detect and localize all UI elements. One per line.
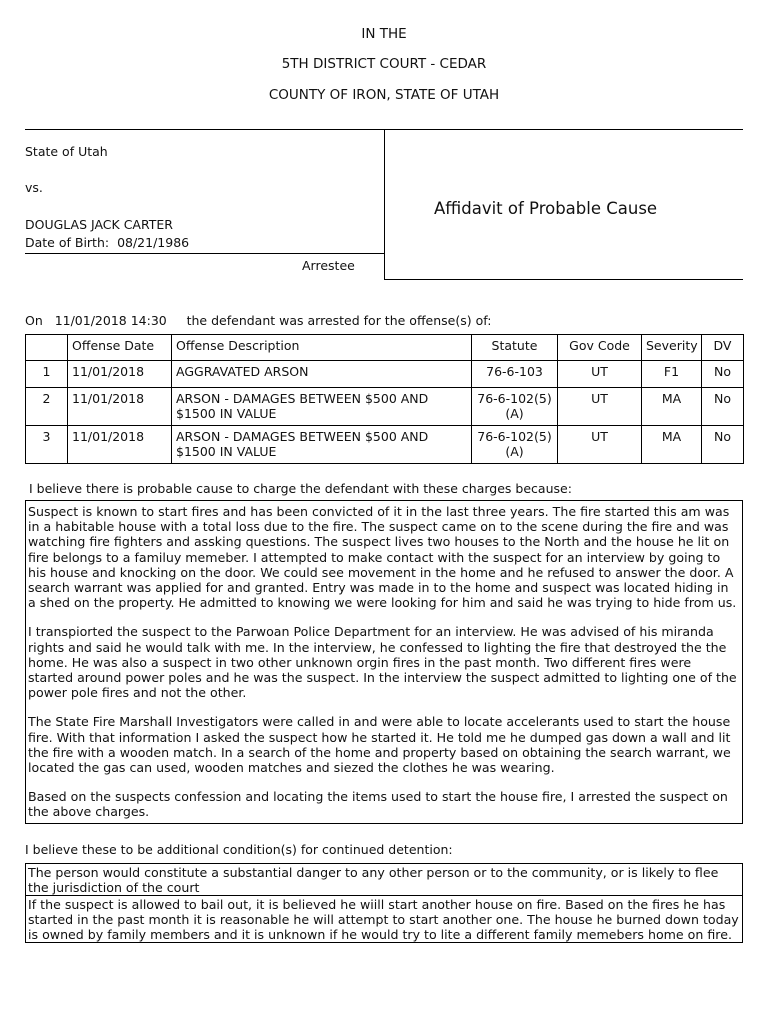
versus: vs.: [25, 180, 43, 195]
narrative-paragraph: Suspect is known to start fires and has been convicted of it in the last three years. The fire started this am was in a habitable house with a total loss due to the fire. The suspect came on to the scene during the fire and was watching fire fighters and assking questions. The suspect lives two houses to the North and the house he lit on fire belongs to a familuy memeber. I attempted to make contact with the suspect for an interview by going to his house and knocking on the door. We could see movement in the home and he refused to answer the door. A search warrant was applied for and granted. Entry was made in to the home and suspect was located hiding in a shed on the property. He admitted to knowing we were looking for him and said he was trying to hide from us.: [28, 504, 737, 611]
court-line-1: IN THE: [361, 26, 407, 42]
defendant-name: DOUGLAS JACK CARTER: [25, 217, 173, 232]
dv: No: [702, 388, 744, 426]
court-line-3: COUNTY OF IRON, STATE OF UTAH: [268, 87, 500, 103]
detention-intro: I believe these to be additional condition(s) for continued detention:: [25, 842, 453, 857]
table-row: [26, 361, 744, 388]
role-label: Arrestee: [302, 258, 355, 273]
table-row: [26, 426, 744, 464]
dob-label: Date of Birth:: [25, 235, 110, 250]
header-index: [26, 335, 68, 361]
header-severity: Severity: [642, 335, 702, 361]
header-gov-code: Gov Code: [558, 335, 642, 361]
caption-divider: [384, 129, 385, 280]
offense-description: ARSON - DAMAGES BETWEEN $500 AND $1500 IN VALUE: [172, 426, 472, 464]
severity: MA: [642, 388, 702, 426]
offense-description: ARSON - DAMAGES BETWEEN $500 AND $1500 IN VALUE: [172, 388, 472, 426]
row-index: 1: [26, 361, 68, 388]
caption-bottom-rule: [384, 279, 743, 280]
gov-code: UT: [558, 388, 642, 426]
header-dv: DV: [702, 335, 744, 361]
row-index: 2: [26, 388, 68, 426]
dv: No: [702, 361, 744, 388]
row-index: 3: [26, 426, 68, 464]
header-statute: Statute: [472, 335, 558, 361]
arrest-datetime: 11/01/2018 14:30: [54, 313, 167, 328]
offense-table-header: [26, 335, 744, 361]
narrative-paragraph: I transpiorted the suspect to the Parwoan Police Department for an interview. He was advised of his miranda rights and said he would talk with me. In the interview, he confessed to lighting the fire that destroyed the the home. He was also a suspect in two other unknown orgin fires in the past month. Two different fires were started around power poles and he was the suspect. In the interview the suspect admitted to lighting one of the power pole fires and not the other.: [28, 624, 737, 701]
detention-conditions: [25, 863, 743, 943]
detention-condition: The person would constitute a substantial danger to any other person or to the community, or is likely to flee the jurisdiction of the court: [28, 865, 719, 895]
court-line-2: 5TH DISTRICT COURT - CEDAR: [281, 56, 487, 72]
narrative-paragraph: Based on the suspects confession and locating the items used to start the house fire, I arrested the suspect on the above charges.: [28, 789, 728, 820]
probable-cause-narrative: [25, 500, 743, 824]
narrative-paragraph: The State Fire Marshall Investigators were called in and were able to locate accelerants used to start the house fire. With that information I asked the suspect how he started it. He told me he dumped gas down a wall and lit the fire with a wooden match. In a search of the home and property based on obtaining the search warrant, we located the gas can used, wooden matches and siezed the clothes he was wearing.: [28, 714, 731, 776]
header-offense-date: Offense Date: [68, 335, 172, 361]
arrest-prefix: On: [25, 313, 43, 328]
statute: 76-6-102(5)(A): [472, 388, 558, 426]
offense-date: 11/01/2018: [68, 388, 172, 426]
gov-code: UT: [558, 361, 642, 388]
date-of-birth: [25, 235, 189, 250]
caption-party-rule: [25, 253, 384, 254]
offense-date: 11/01/2018: [68, 426, 172, 464]
offense-date: 11/01/2018: [68, 361, 172, 388]
statute: 76-6-102(5)(A): [472, 426, 558, 464]
offense-table: [25, 334, 744, 464]
header-offense-description: Offense Description: [172, 335, 472, 361]
plaintiff: State of Utah: [25, 144, 108, 159]
document-title: Affidavit of Probable Cause: [434, 199, 658, 218]
severity: MA: [642, 426, 702, 464]
dob-value: 08/21/1986: [117, 235, 190, 250]
dv: No: [702, 426, 744, 464]
gov-code: UT: [558, 426, 642, 464]
offense-description: AGGRAVATED ARSON: [172, 361, 472, 388]
arrest-statement: [25, 313, 491, 328]
table-row: [26, 388, 744, 426]
detention-condition: If the suspect is allowed to bail out, it is believed he wiill start another house on fire. Based on the fires he has started in the past month it is reasonable he will attempt to start another one. The house he burned down today is owned by family members and it is unknown if he would try to lite a different family memebers home on fire.: [26, 895, 742, 942]
severity: F1: [642, 361, 702, 388]
probable-cause-intro: I believe there is probable cause to charge the defendant with these charges because:: [29, 481, 572, 496]
arrest-suffix: the defendant was arrested for the offense(s) of:: [186, 313, 492, 328]
statute: 76-6-103: [472, 361, 558, 388]
